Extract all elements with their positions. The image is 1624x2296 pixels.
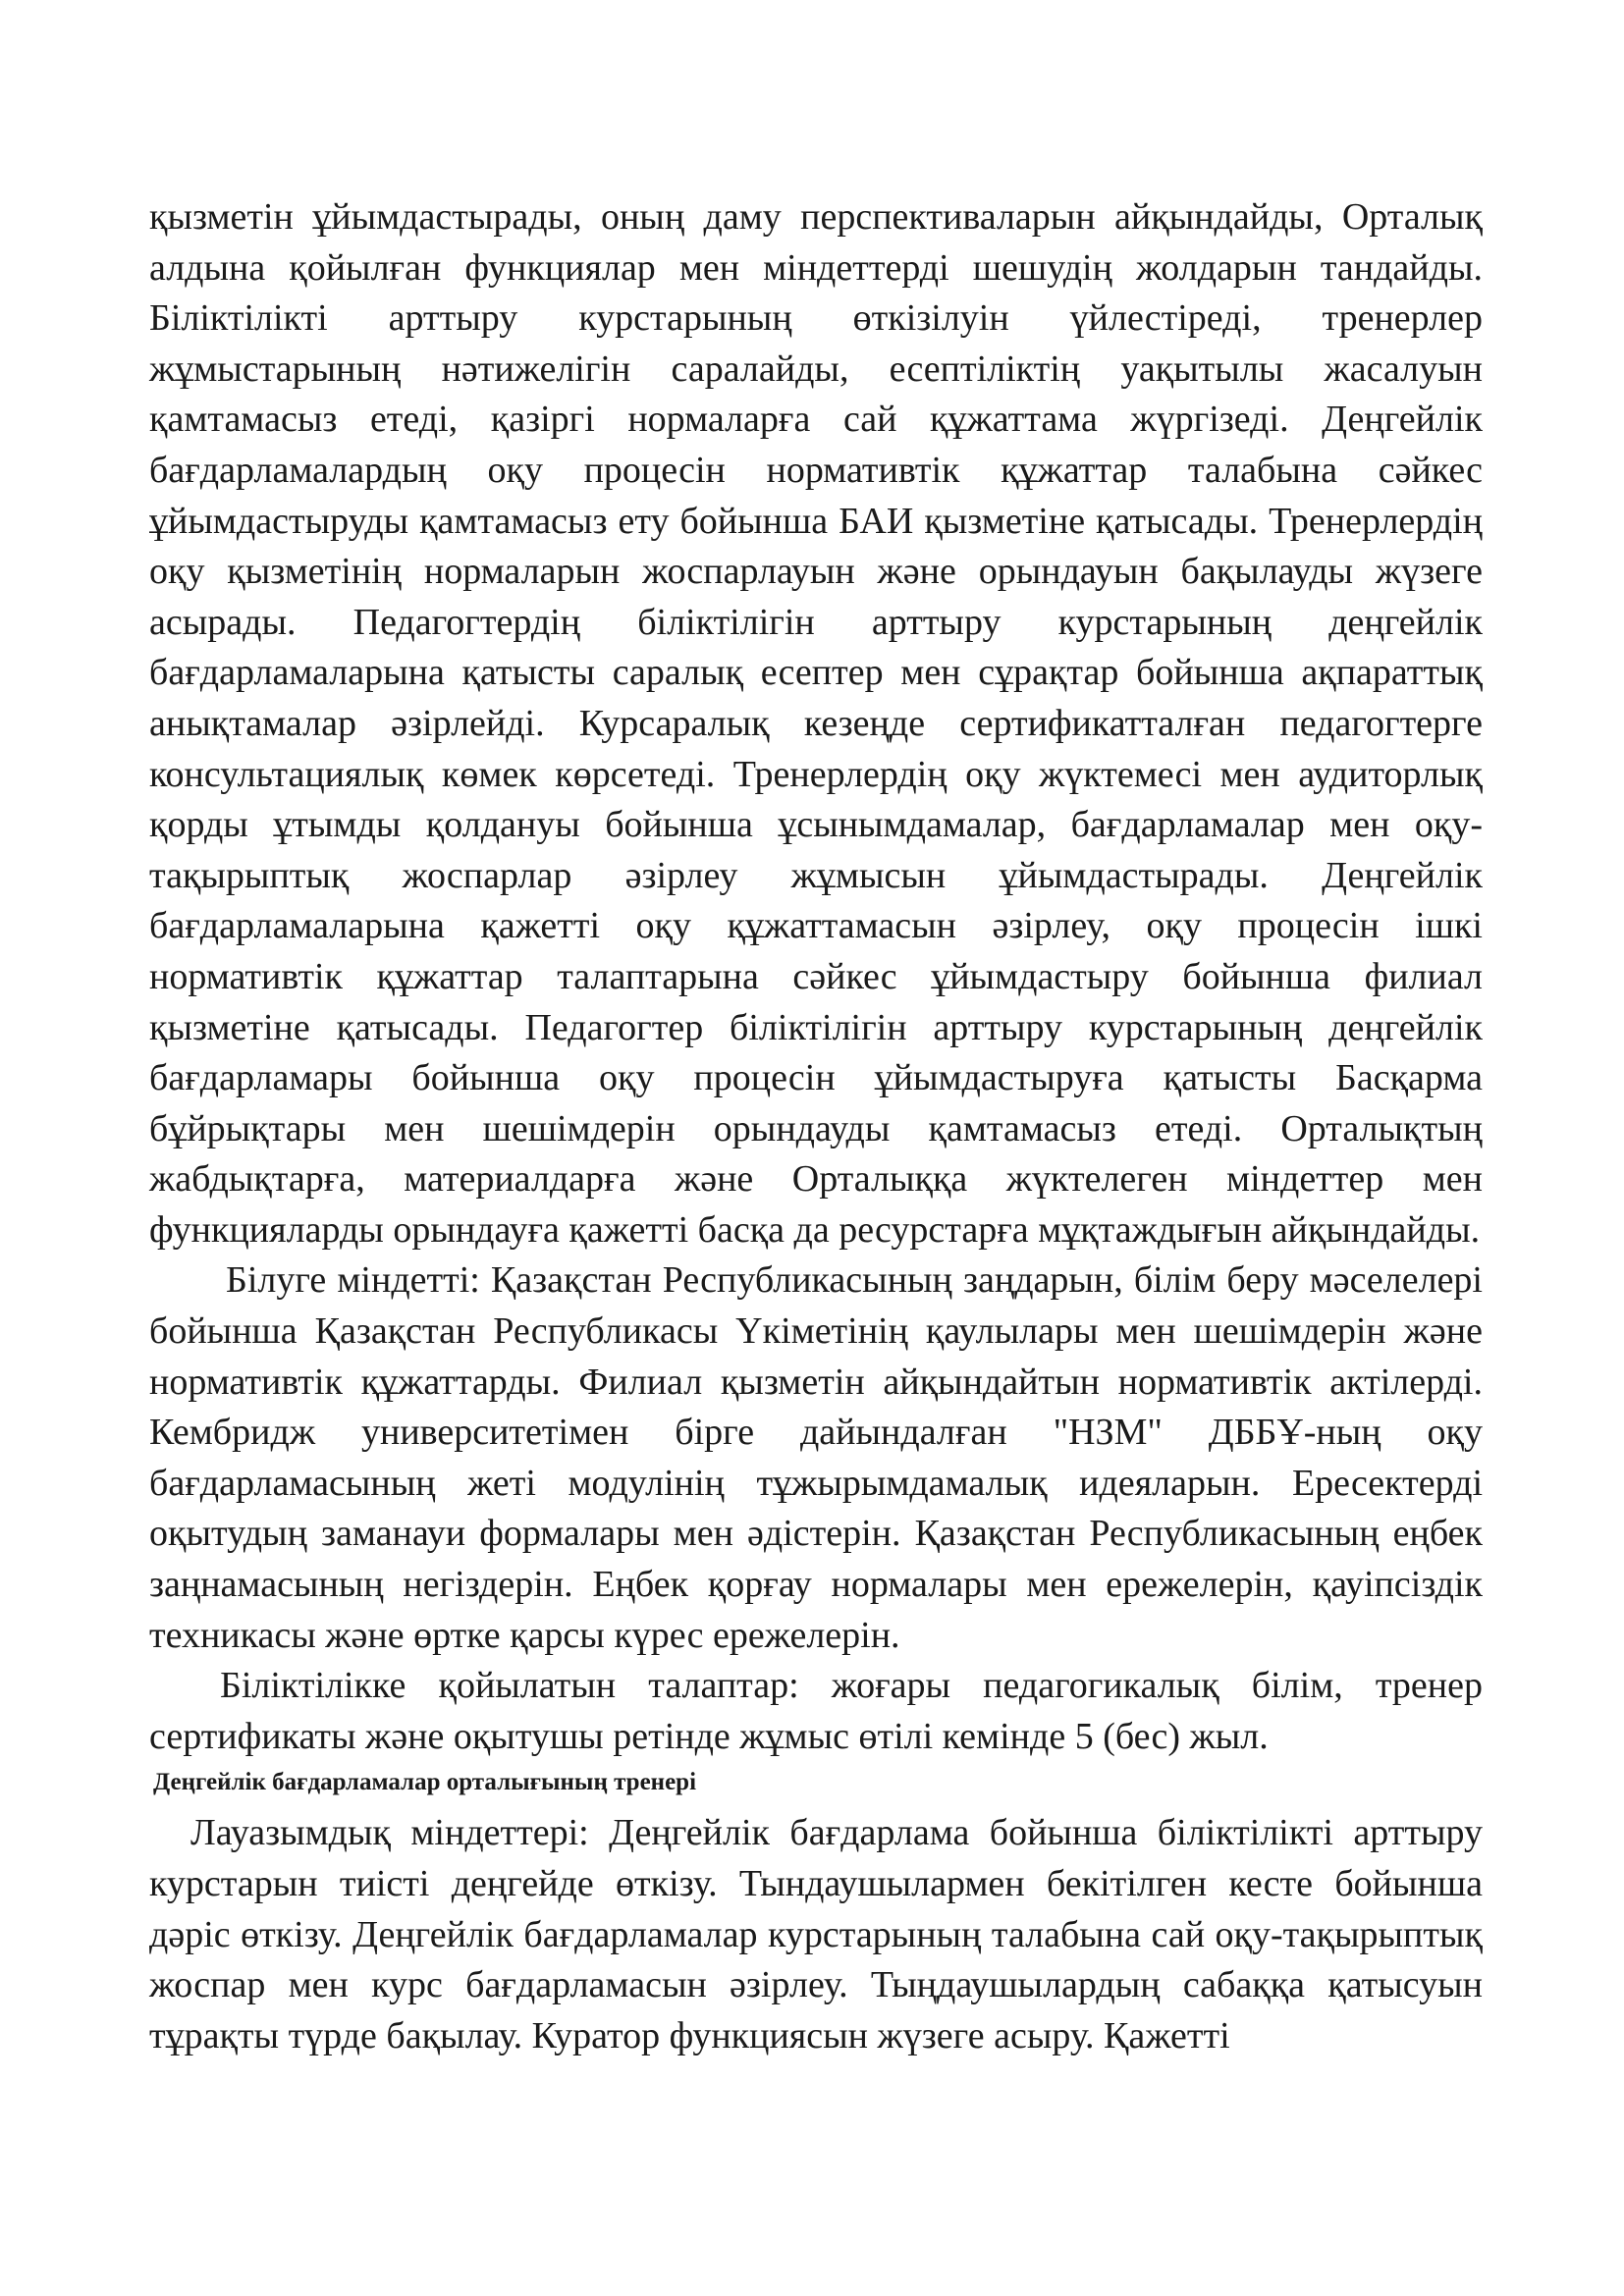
paragraph-responsibilities-continued: қызметін ұйымдастырады, оның даму перспективаларын айқындайды, Орталық алдына қойылған функциялар мен міндеттерді шешудің жолдарын тандайды. Біліктілікті арттыру курстарының өткізілуін үйлестіреді, тренерлер жұмыстарының нәтижелігін саралайды, есептіліктің уақытылы жасалуын қамтамасыз етеді, қазіргі нормаларға сай құжаттама жүргізеді. Деңгейлік бағдарламалардың оқу процесін нормативтік құжаттар талабына сәйкес ұйымдастыруды қамтамасыз ету бойынша БАИ қызметіне қатысады. Тренерлердің оқу қызметінің нормаларын жоспарлауын және орындауын бақылауды жүзеге асырады. Педагогтердің біліктілігін арттыру курстарының деңгейлік бағдарламаларына қатысты саралық есептер мен сұрақтар бойынша ақпараттық анықтамалар әзірлейді. Курсаралық кезеңде сертификатталған педагогтерге консультациялық көмек көрсетеді. Тренерлердің оқу жүктемесі мен аудиторлық қорды ұтымды қолдануы бойынша ұсынымдамалар, бағдарламалар мен оқу-тақырыптық жоспарлар әзірлеу жұмысын ұйымдастырады. Деңгейлік бағдарламаларына қажетті оқу құжаттамасын әзірлеу, оқу процесін ішкі нормативтік құжаттар талаптарына сәйкес ұйымдастыру бойынша филиал қызметіне қатысады. Педагогтер біліктілігін арттыру курстарының деңгейлік бағдарламары бойынша оқу процесін ұйымдастыруға қатысты Басқарма бұйрықтары мен шешімдерін орындауды қамтамасыз етеді. Орталықтың жабдықтарға, материалдарға және Орталыққа жүктелеген міндеттер мен функцияларды орындауға қажетті басқа да ресурстарға мұқтаждығын айқындайды. bbox=[149, 196, 1483, 1251]
paragraph-qualification-requirements: Біліктілікке қойылатын талаптар: жоғары педагогикалық білім, тренер сертификаты және оқытушы ретінде жұмыс өтілі кемінде 5 (бес) жыл. bbox=[149, 1665, 1483, 1757]
paragraph-must-know: Білуге міндетті: Қазақстан Республикасының заңдарын, білім беру мәселелері бойынша Қазақстан Республикасы Үкіметінің қаулылары мен шешімдерін және нормативтік құжаттарды. Филиал қызметін айқындайтын нормативтік актілерді. Кембридж университетімен бірге дайындалған "НЗМ" ДББҰ-ның оқу бағдарламасының жеті модулінің тұжырымдамалық идеяларын. Ересектерді оқытудың заманауи формалары мен әдістерін. Қазақстан Республикасының еңбек заңнамасының негіздерін. Еңбек қорғау нормалары мен ережелерін, қауіпсіздік техникасы және өртке қарсы күрес ережелерін. bbox=[149, 1259, 1483, 1656]
paragraph-trainer-duties: Лауазымдық міндеттері: Деңгейлік бағдарлама бойынша біліктілікті арттыру курстарын тиісті деңгейде өткізу. Тындаушылармен бекітілген кесте бойынша дәріс өткізу. Деңгейлік бағдарламалар курстарының талабына сай оқу-тақырыптық жоспар мен курс бағдарламасын әзірлеу. Тыңдаушылардың сабаққа қатысуын тұрақты түрде бақылау. Куратор функциясын жүзеге асыру. Қажетті bbox=[149, 1812, 1483, 2056]
document-page bbox=[149, 192, 1483, 2061]
section-heading-trainer: Деңгейлік бағдарламалар орталығының тренері bbox=[153, 1769, 697, 1796]
